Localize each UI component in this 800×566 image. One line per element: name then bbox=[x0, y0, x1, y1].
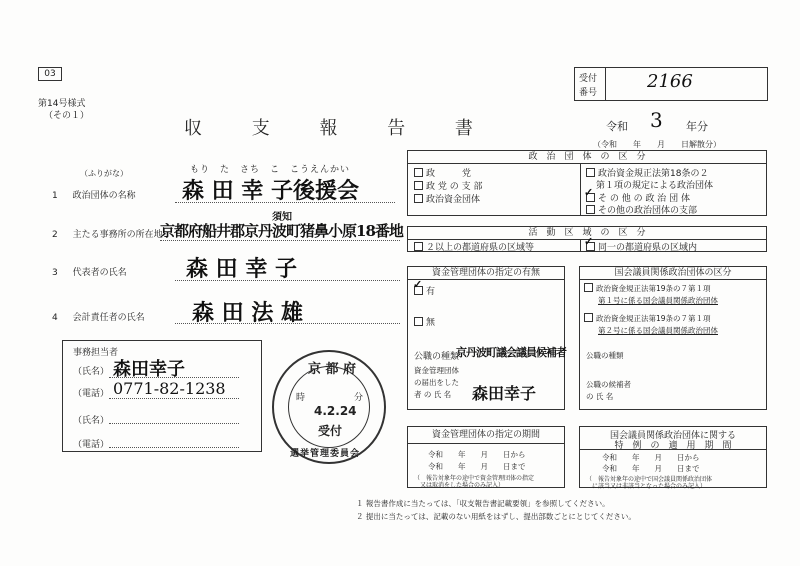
stamp-date: 4.2.24 bbox=[314, 404, 357, 418]
fund-header: 資金管理団体の指定の有無 bbox=[408, 267, 564, 280]
contact-name-label: （氏名） bbox=[73, 367, 110, 377]
option-fund-group[interactable]: 政治資金団体 bbox=[414, 192, 480, 205]
option-single-prefecture[interactable]: 同一の都道府県の区域内 bbox=[586, 240, 697, 253]
option-fund-no[interactable]: 無 bbox=[414, 315, 435, 328]
special-period-note: （ 報告対象年の途中で国会議員関係政治団体 bbox=[586, 476, 713, 483]
row-group-name bbox=[52, 188, 136, 201]
option-article18[interactable]: 政治資金規正法第18条の２ bbox=[586, 166, 708, 179]
furigana-label: （ふりがな） bbox=[80, 169, 128, 178]
row-number: 3 bbox=[52, 268, 58, 278]
diet-1-line2: 第１号に係る国会議員関係政治団体 bbox=[598, 296, 718, 305]
contact-name-value: 森田幸子 bbox=[113, 359, 185, 380]
row-representative bbox=[52, 265, 127, 278]
diet-kind-label: 公職の種類 bbox=[586, 351, 624, 360]
row-office-address bbox=[52, 227, 163, 240]
fund-period-to: 令和 年 月 日まで bbox=[428, 462, 526, 471]
stamp-left: 時 bbox=[296, 393, 306, 403]
stamp-bottom: 選挙管理委員会 bbox=[290, 449, 361, 459]
receipt-number: 2166 bbox=[647, 71, 693, 92]
stamp-right: 分 bbox=[354, 393, 364, 403]
row-number: 4 bbox=[52, 313, 58, 323]
fund-kind-value: 京丹波町議会議員候補者 bbox=[456, 346, 566, 359]
style-number: 第14号様式 bbox=[38, 99, 86, 109]
row-label: 代表者の氏名 bbox=[72, 268, 127, 278]
option-diet-2[interactable]: 政治資金規正法第19条の７第１項 bbox=[584, 313, 711, 324]
special-header: 国会議員関係政治団体に関する bbox=[609, 431, 736, 441]
option-diet-1[interactable]: 政治資金規正法第19条の７第１項 bbox=[584, 283, 711, 294]
diet-2-line2: 第２号に係る国会議員関係政治団体 bbox=[598, 326, 718, 335]
row-number: 1 bbox=[52, 191, 58, 201]
receipt-stamp bbox=[272, 350, 386, 464]
form-number: 03 bbox=[38, 67, 62, 81]
fund-rep-label: 者 の 氏 名 bbox=[414, 390, 452, 399]
footnote: １ 報告書作成に当たっては、「収支報告書記載要領」を参照してください。 bbox=[356, 499, 610, 508]
diet-table bbox=[579, 266, 767, 410]
option-article18-line2: 第１項の規定による政治団体 bbox=[596, 181, 714, 191]
era-prefix: 令和 bbox=[606, 120, 628, 133]
footnote: ２ 提出に当たっては、記載のない用紙をはずし、提出部数ごとにとじてください。 bbox=[356, 512, 636, 521]
checkmark-icon: ✓ bbox=[413, 278, 423, 291]
contact-tel-value: 0771-82-1238 bbox=[113, 379, 226, 398]
contact-box bbox=[62, 340, 262, 452]
era-suffix: 年分 bbox=[686, 120, 708, 133]
fund-period-note: （ 報告対象年の途中で資金管理団体の指定 bbox=[414, 475, 535, 482]
special-period-note: に該当又は非該当となった場合のみ記入） bbox=[586, 483, 707, 490]
row-label: 政治団体の名称 bbox=[72, 191, 136, 201]
address-value: 京都府船井郡京丹波町猪鼻小原18番地 bbox=[160, 222, 403, 240]
fund-table bbox=[407, 266, 565, 410]
stamp-top: 京 都 府 bbox=[308, 362, 357, 377]
page-title: 収 支 報 告 書 bbox=[184, 118, 495, 139]
representative-value: 森 田 幸 子 bbox=[186, 256, 297, 282]
fund-rep-value: 森田幸子 bbox=[472, 384, 537, 403]
checkmark-icon: ✓ bbox=[584, 186, 594, 199]
stamp-mid: 受付 bbox=[318, 424, 343, 438]
contact-title: 事務担当者 bbox=[73, 348, 119, 358]
diet-header: 国会議員関係政治団体の区分 bbox=[580, 267, 766, 280]
group-name-value: 森 田 幸 子後援会 bbox=[182, 178, 359, 204]
special-period-table bbox=[579, 426, 767, 488]
row-label: 会計責任者の氏名 bbox=[72, 313, 145, 323]
special-period-from: 令和 年 月 日から bbox=[602, 453, 700, 462]
dissolution-date: （令和 年 月 日解散分） bbox=[593, 140, 721, 149]
option-other-branch[interactable]: その他の政治団体の支部 bbox=[586, 203, 697, 216]
receipt-label: 受付 bbox=[579, 74, 598, 84]
row-label: 主たる事務所の所在地 bbox=[72, 230, 163, 240]
group-type-table bbox=[407, 150, 767, 216]
special-period-to: 令和 年 月 日まで bbox=[602, 464, 700, 473]
contact-tel-label: （電話） bbox=[73, 389, 110, 399]
furigana-value: もり た さち こ こうえんかい bbox=[190, 165, 351, 175]
address-note: 須知 bbox=[272, 212, 292, 223]
receipt-label: 番号 bbox=[579, 88, 598, 98]
receipt-box bbox=[574, 67, 768, 101]
fund-period-note: 又は取消をした場合のみ記入） bbox=[414, 482, 505, 489]
treasurer-value: 森 田 法 雄 bbox=[192, 300, 303, 326]
option-other-group[interactable]: そ の 他 の 政 治 団 体 bbox=[586, 191, 690, 204]
fund-period-header: 資金管理団体の指定の期間 bbox=[408, 427, 564, 444]
contact-name2-label: （氏名） bbox=[73, 416, 110, 426]
style-sub: （その１） bbox=[44, 111, 90, 121]
activity-table bbox=[407, 226, 767, 252]
fund-kind-label: 公職の種類 bbox=[414, 352, 460, 362]
checkmark-icon: ✓ bbox=[584, 235, 594, 248]
diet-cand-label: 公職の候補者 bbox=[586, 380, 631, 389]
row-number: 2 bbox=[52, 230, 58, 240]
activity-header: 活 動 区 域 の 区 分 bbox=[408, 227, 766, 240]
option-party[interactable]: 政 党 bbox=[414, 166, 471, 179]
group-type-header: 政 治 団 体 の 区 分 bbox=[408, 151, 766, 164]
fund-period-from: 令和 年 月 日から bbox=[428, 450, 526, 459]
option-multi-prefecture[interactable]: ２以上の都道府県の区域等 bbox=[414, 240, 534, 253]
contact-tel2-label: （電話） bbox=[73, 440, 110, 450]
diet-cand-label: の 氏 名 bbox=[586, 392, 614, 401]
option-party-branch[interactable]: 政 党 の 支 部 bbox=[414, 179, 482, 192]
fund-period-table bbox=[407, 426, 565, 488]
era-year: 3 bbox=[650, 108, 663, 132]
fund-rep-label: の届出をした bbox=[414, 378, 459, 387]
special-header: 特 例 の 適 用 期 間 bbox=[614, 441, 732, 451]
fund-rep-label: 資金管理団体 bbox=[414, 366, 459, 375]
row-treasurer bbox=[52, 310, 145, 323]
option-fund-yes[interactable]: 有 bbox=[414, 284, 435, 297]
